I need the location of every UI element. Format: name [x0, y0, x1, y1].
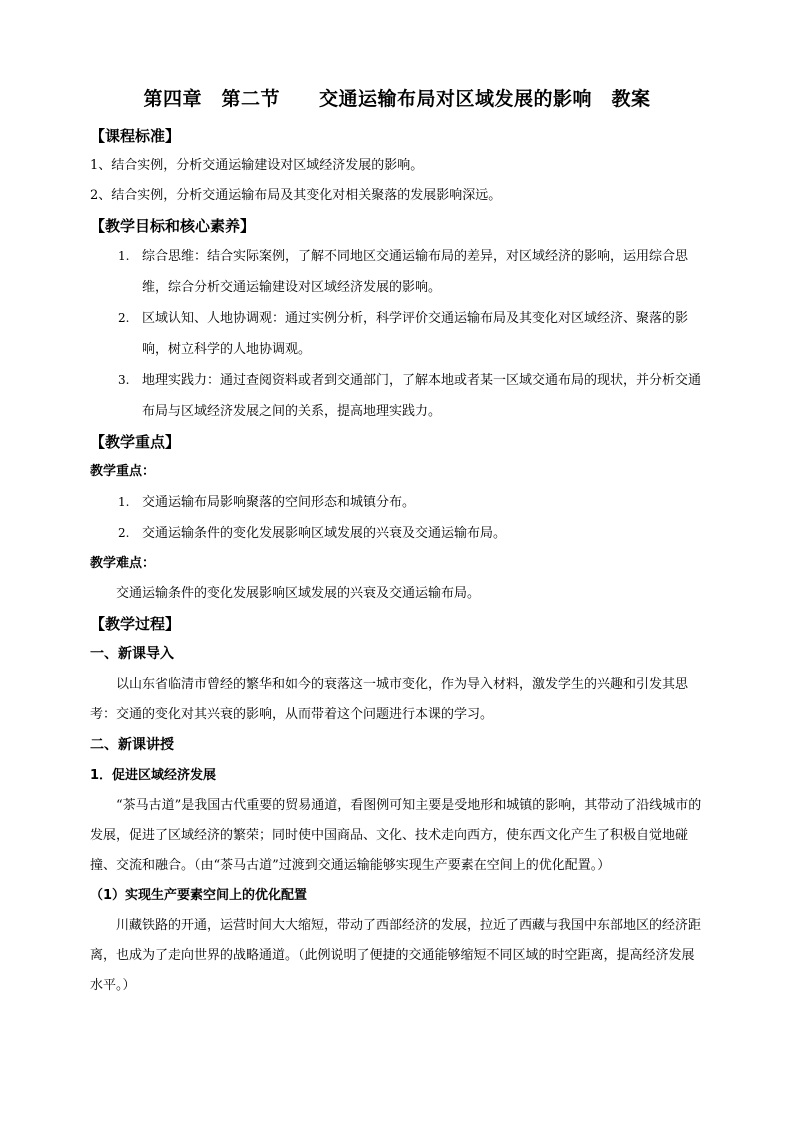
objectives-heading: 【教学目标和核心素养】 [90, 217, 256, 235]
page-title: 第四章 第二节 交通运输布局对区域发展的影响 教案 [143, 88, 651, 110]
key-point-item-2 [90, 518, 704, 549]
key-points-heading: 【教学重点】 [90, 433, 181, 451]
key-point-text: 交通运输布局影响聚落的空间形态和城镇分布。 [142, 495, 416, 510]
key-point-number: 1. [118, 495, 130, 509]
curriculum-heading: 【课程标准】 [90, 127, 181, 145]
curriculum-item-1: 1、结合实例，分析交通运输建设对区域经济发展的影响。 [90, 158, 424, 173]
sub1-heading: （1）实现生产要素空间上的优化配置 [90, 888, 308, 903]
intro-heading: 一、新课导入 [90, 646, 174, 662]
point1-heading: 1．促进区域经济发展 [90, 768, 217, 783]
key-points-subheading: 教学重点： [90, 464, 156, 479]
curriculum-item-2: 2、结合实例，分析交通运输布局及其变化对相关聚落的发展影响深远。 [90, 188, 502, 203]
key-point-number: 2. [118, 526, 130, 540]
objective-item-3 [90, 365, 704, 427]
lecture-heading: 二、新课讲授 [90, 737, 174, 753]
objective-item-2 [90, 303, 704, 365]
difficulty-subheading: 教学难点： [90, 556, 156, 571]
key-point-text: 交通运输条件的变化发展影响区域发展的兴衰及交通运输布局。 [142, 526, 507, 541]
objective-number: 3. [118, 373, 130, 387]
key-point-item-1 [90, 487, 704, 518]
intro-text: 以山东省临清市曾经的繁华和如今的衰落这一城市变化，作为导入材料，激发学生的兴趣和引发其思考：交通的变化对其兴衰的影响，从而带着这个问题进行本课的学习。 [90, 677, 689, 722]
objective-text: 区域认知、人地协调观：通过实例分析，科学评价交通运输布局及其变化对区域经济、聚落的影响，树立科学的人地协调观。 [142, 311, 689, 357]
point1-text: “茶马古道”是我国古代重要的贸易通道，看图例可知主要是受地形和城镇的影响，其带动了沿线城市的发展，促进了区域经济的繁荣；同时使中国商品、文化、技术走向西方，使东西文化产生了积极自觉地碰撞、交流和融合。（由“茶马古道”过渡到交通运输能够实现生产要素在空间上的优化配置。） [90, 798, 702, 873]
difficulty-text: 交通运输条件的变化发展影响区域发展的兴衰及交通运输布局。 [116, 586, 481, 601]
objective-number: 2. [118, 311, 130, 325]
objective-number: 1. [118, 249, 130, 263]
sub1-text: 川藏铁路的开通，运营时间大大缩短，带动了西部经济的发展，拉近了西藏与我国中东部地区的经济距离，也成为了走向世界的战略通道。（此例说明了便捷的交通能够缩短不同区域的时空距离，提高经济发展水平。） [90, 918, 702, 993]
objective-text: 地理实践力：通过查阅资料或者到交通部门，了解本地或者某一区域交通布局的现状，并分析交通布局与区域经济发展之间的关系，提高地理实践力。 [142, 373, 702, 419]
objective-item-1 [90, 241, 704, 303]
objective-text: 综合思维：结合实际案例，了解不同地区交通运输布局的差异，对区域经济的影响，运用综合思维，综合分析交通运输建设对区域经济发展的影响。 [142, 249, 689, 295]
process-heading: 【教学过程】 [90, 615, 181, 633]
